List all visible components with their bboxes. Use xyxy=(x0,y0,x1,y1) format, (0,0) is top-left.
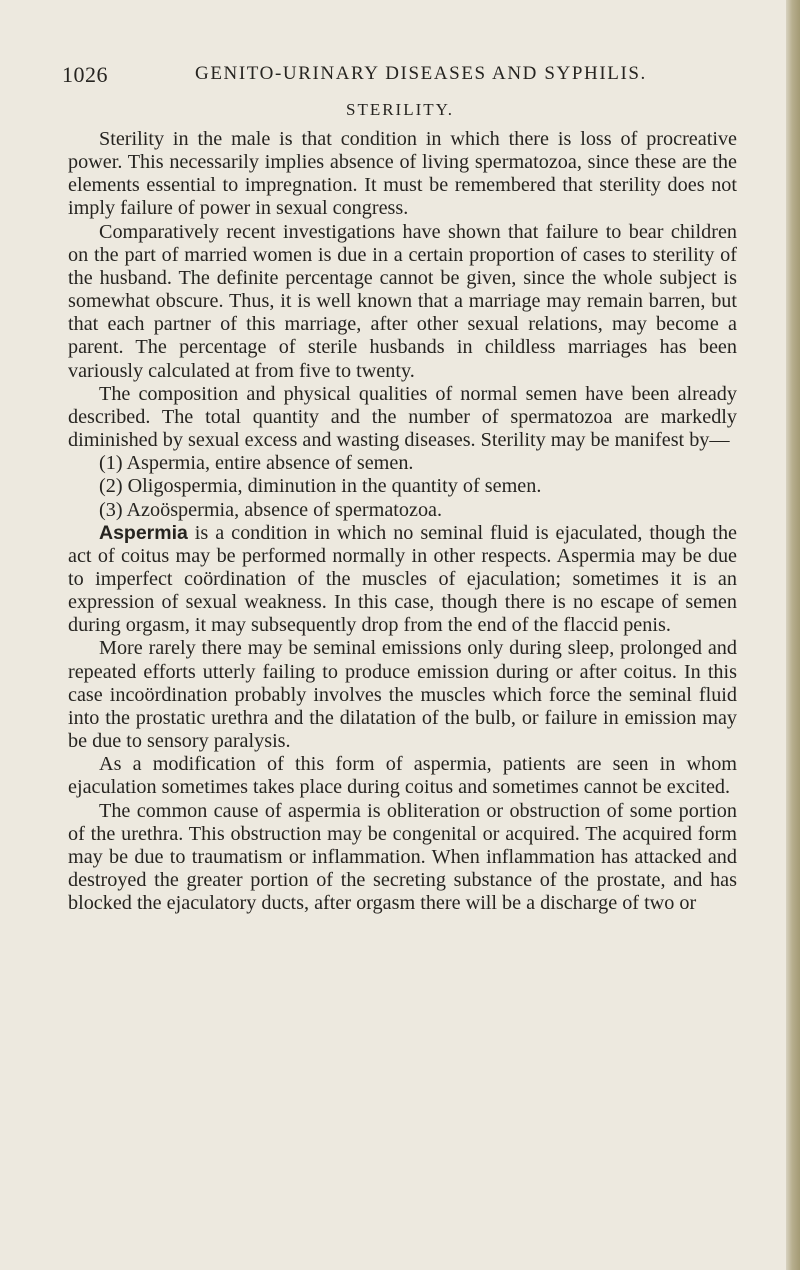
body-text xyxy=(68,128,737,915)
aspermia-term: Aspermia xyxy=(99,521,188,544)
paragraph-aspermia xyxy=(68,522,737,638)
paragraph-common-cause: The common cause of aspermia is obliteration or obstruction of some portion of the urethra. This obstruction may be congenital or acquired. The acquired form may be due to traumatism or inflammation. When inflammation has attacked and destroyed the greater portion of the secreting substance of the prostate, and has blocked the ejaculatory ducts, after orgasm there will be a discharge of two or xyxy=(68,799,737,915)
section-title: STERILITY. xyxy=(346,100,454,119)
list-item-azoospermia: (3) Azoöspermia, absence of spermatozoa. xyxy=(99,498,443,521)
page-number: 1026 xyxy=(62,62,108,87)
page-edge-shadow xyxy=(786,0,800,1270)
list-item-aspermia: (1) Aspermia, entire absence of semen. xyxy=(99,452,414,475)
paragraph-composition: The composition and physical qualities of normal semen have been already described. The total quantity and the number of spermatozoa are markedly diminished by sexual excess and wasting diseases. Sterility may be manifest by— xyxy=(68,382,737,452)
paragraph-definition: Sterility in the male is that condition in which there is loss of procreative power. This necessarily implies absence of living spermatozoa, since these are the elements essential to impregnation. It must be remembered that sterility does not imply failure of power in sexual congress. xyxy=(68,128,737,220)
aspermia-text: is a condition in which no seminal fluid is ejaculated, though the act of coitus may be performed normally in other respects. Aspermia may be due to imperfect coördination of the muscles of ejaculation; sometimes it is an expression of sexual weakness. In this case, though there is no escape of semen during orgasm, it may subsequently drop from the end of the flaccid penis. xyxy=(68,521,737,637)
paragraph-modification: As a modification of this form of aspermia, patients are seen in whom ejaculation sometimes takes place during coitus and sometimes cannot be excited. xyxy=(68,753,737,799)
running-title: GENITO-URINARY DISEASES AND SYPHILIS. xyxy=(195,63,647,84)
list-item-oligospermia: (2) Oligospermia, diminution in the quantity of semen. xyxy=(99,475,542,498)
paragraph-investigations: Comparatively recent investigations have shown that failure to bear children on the part of married women is due in a certain proportion of cases to sterility of the husband. The definite percentage cannot be given, since the whole subject is somewhat obscure. Thus, it is well known that a marriage may remain barren, but that each partner of this marriage, after other sexual relations, may become a parent. The percentage of sterile husbands in childless marriages has been variously calculated at from five to twenty. xyxy=(68,220,737,382)
running-header xyxy=(62,62,742,92)
paragraph-seminal-emissions: More rarely there may be seminal emissions only during sleep, prolonged and repeated efforts utterly failing to produce emission during or after coitus. In this case incoördination probably involves the muscles which force the seminal fluid into the prostatic urethra and the dilatation of the bulb, or failure in emission may be due to sensory paralysis. xyxy=(68,637,737,753)
